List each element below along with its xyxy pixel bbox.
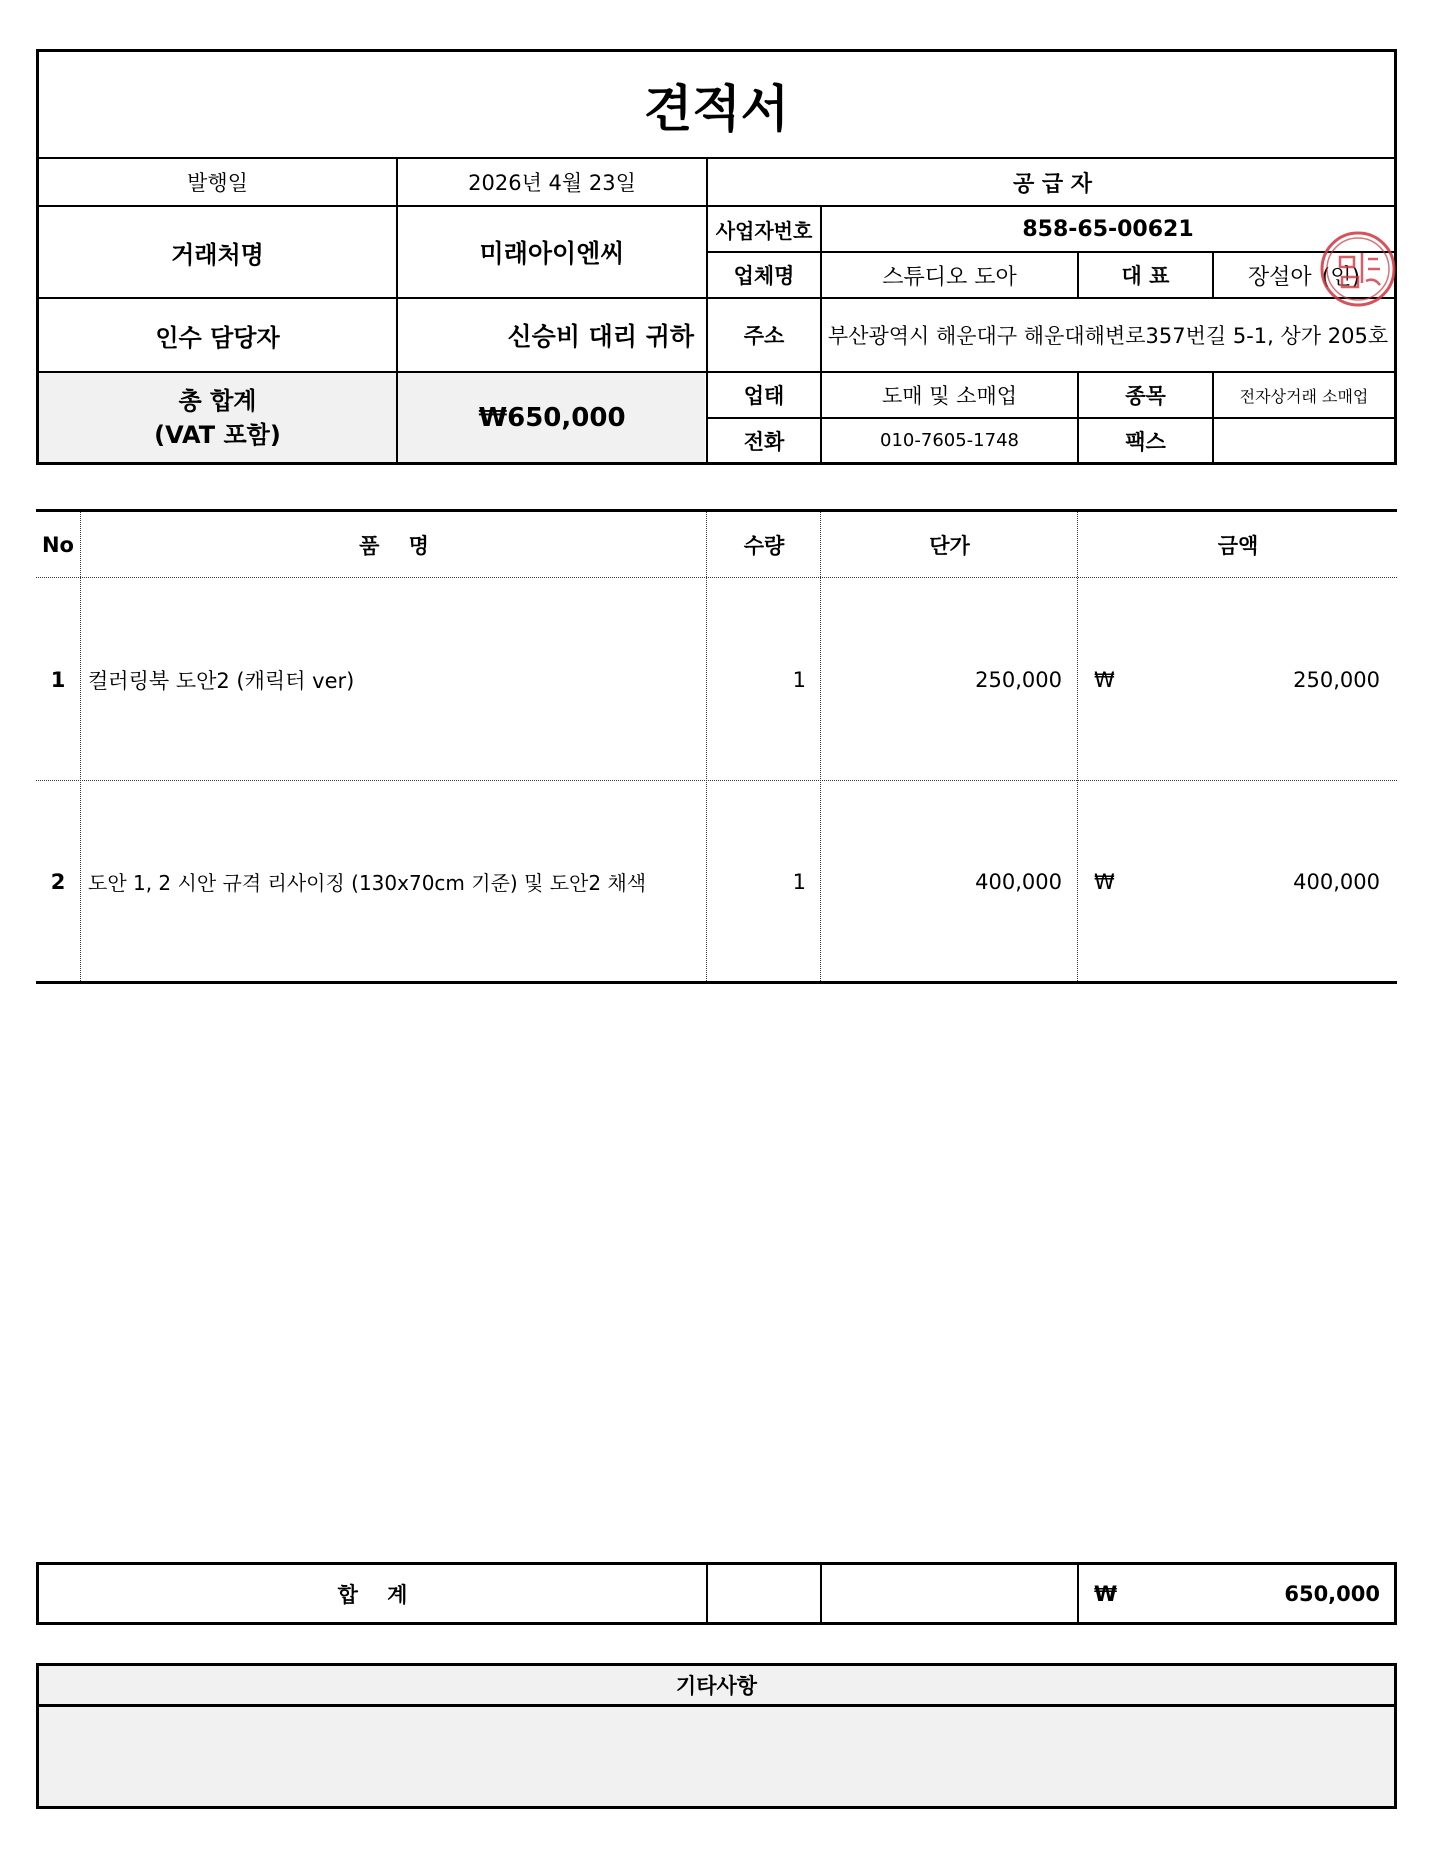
phone-label: 전화 <box>743 429 785 454</box>
client-name-label: 거래처명 <box>171 240 264 269</box>
items-col-line <box>706 512 707 981</box>
seal-mark-text: (인) <box>1321 264 1361 290</box>
notes-label: 기타사항 <box>675 1674 758 1698</box>
summary-label: 합 계 <box>337 1582 408 1607</box>
items-col-line <box>1077 512 1078 981</box>
business-type-label: 업태 <box>743 384 785 408</box>
items-table-bottom-rule <box>36 981 1397 984</box>
summary-col-line <box>1077 1562 1079 1625</box>
address-value: 부산광역시 해운대구 해운대해변로357번길 5-1, 상가 205호 <box>827 324 1389 348</box>
business-type-value: 도매 및 소매업 <box>881 384 1018 408</box>
row-2-unit-price: 400,000 <box>975 869 1062 894</box>
business-item-value: 전자상거래 소매업 <box>1239 386 1369 406</box>
row-2-item-name: 도안 1, 2 시안 규격 리사이징 (130x70cm 기준) 및 도안2 채색 <box>88 871 647 895</box>
items-col-line <box>80 512 81 981</box>
row-1-amount: 250,000 <box>1293 667 1380 692</box>
rep-value: 장설아 <box>1247 264 1312 290</box>
phone-value: 010-7605-1748 <box>880 430 1019 451</box>
fax-label: 팩스 <box>1125 429 1166 454</box>
grand-total-label-line1: 총 합계 <box>178 386 257 415</box>
row-1-quantity: 1 <box>792 667 806 692</box>
issue-date-value: 2026년 4월 23일 <box>468 171 636 195</box>
receiver-label: 인수 담당자 <box>155 323 280 352</box>
company-seal-icon <box>1318 229 1398 309</box>
col-header-unit-price: 단가 <box>929 533 970 558</box>
col-header-amount: 금액 <box>1217 533 1259 558</box>
summary-col-line <box>820 1562 822 1625</box>
client-name-value: 미래아이엔씨 <box>479 239 625 268</box>
grand-total-label <box>39 373 396 462</box>
row-2-currency-symbol: ₩ <box>1094 869 1115 894</box>
items-col-line <box>820 512 821 981</box>
row-1-no: 1 <box>50 667 66 692</box>
issue-date-label: 발행일 <box>187 171 248 195</box>
biz-no-value: 858-65-00621 <box>1022 216 1194 242</box>
summary-amount: 650,000 <box>1284 1581 1380 1606</box>
notes-header-rule <box>36 1704 1397 1707</box>
summary-col-line <box>706 1562 708 1625</box>
col-header-quantity: 수량 <box>743 533 785 558</box>
company-label: 업체명 <box>733 264 795 288</box>
biz-no-label: 사업자번호 <box>715 218 813 243</box>
supplier-header: 공 급 자 <box>1012 171 1093 197</box>
document-title: 견적서 <box>644 79 789 138</box>
company-value: 스튜디오 도아 <box>882 264 1017 290</box>
receiver-value: 신승비 대리 귀하 <box>507 322 694 351</box>
row-1-currency-symbol: ₩ <box>1094 667 1115 692</box>
address-label: 주소 <box>743 324 785 348</box>
row-1-unit-price: 250,000 <box>975 667 1062 692</box>
items-row-rule <box>36 780 1397 781</box>
items-header-rule <box>36 577 1397 578</box>
row-1-item-name: 컬러링북 도안2 (캐릭터 ver) <box>88 668 355 693</box>
notes-content[interactable] <box>50 1710 1380 1805</box>
row-2-amount: 400,000 <box>1293 869 1380 894</box>
col-header-item-name: 품 명 <box>359 533 429 558</box>
row-2-quantity: 1 <box>792 869 806 894</box>
rep-label: 대 표 <box>1121 264 1170 288</box>
grand-total-label-line2: (VAT 포함) <box>154 420 281 449</box>
business-item-label: 종목 <box>1125 384 1166 408</box>
fax-value <box>1214 419 1394 462</box>
grand-total-value: ₩650,000 <box>478 402 626 433</box>
col-header-no: No <box>41 532 74 557</box>
summary-currency-symbol: ₩ <box>1094 1581 1118 1606</box>
row-2-no: 2 <box>50 869 66 894</box>
